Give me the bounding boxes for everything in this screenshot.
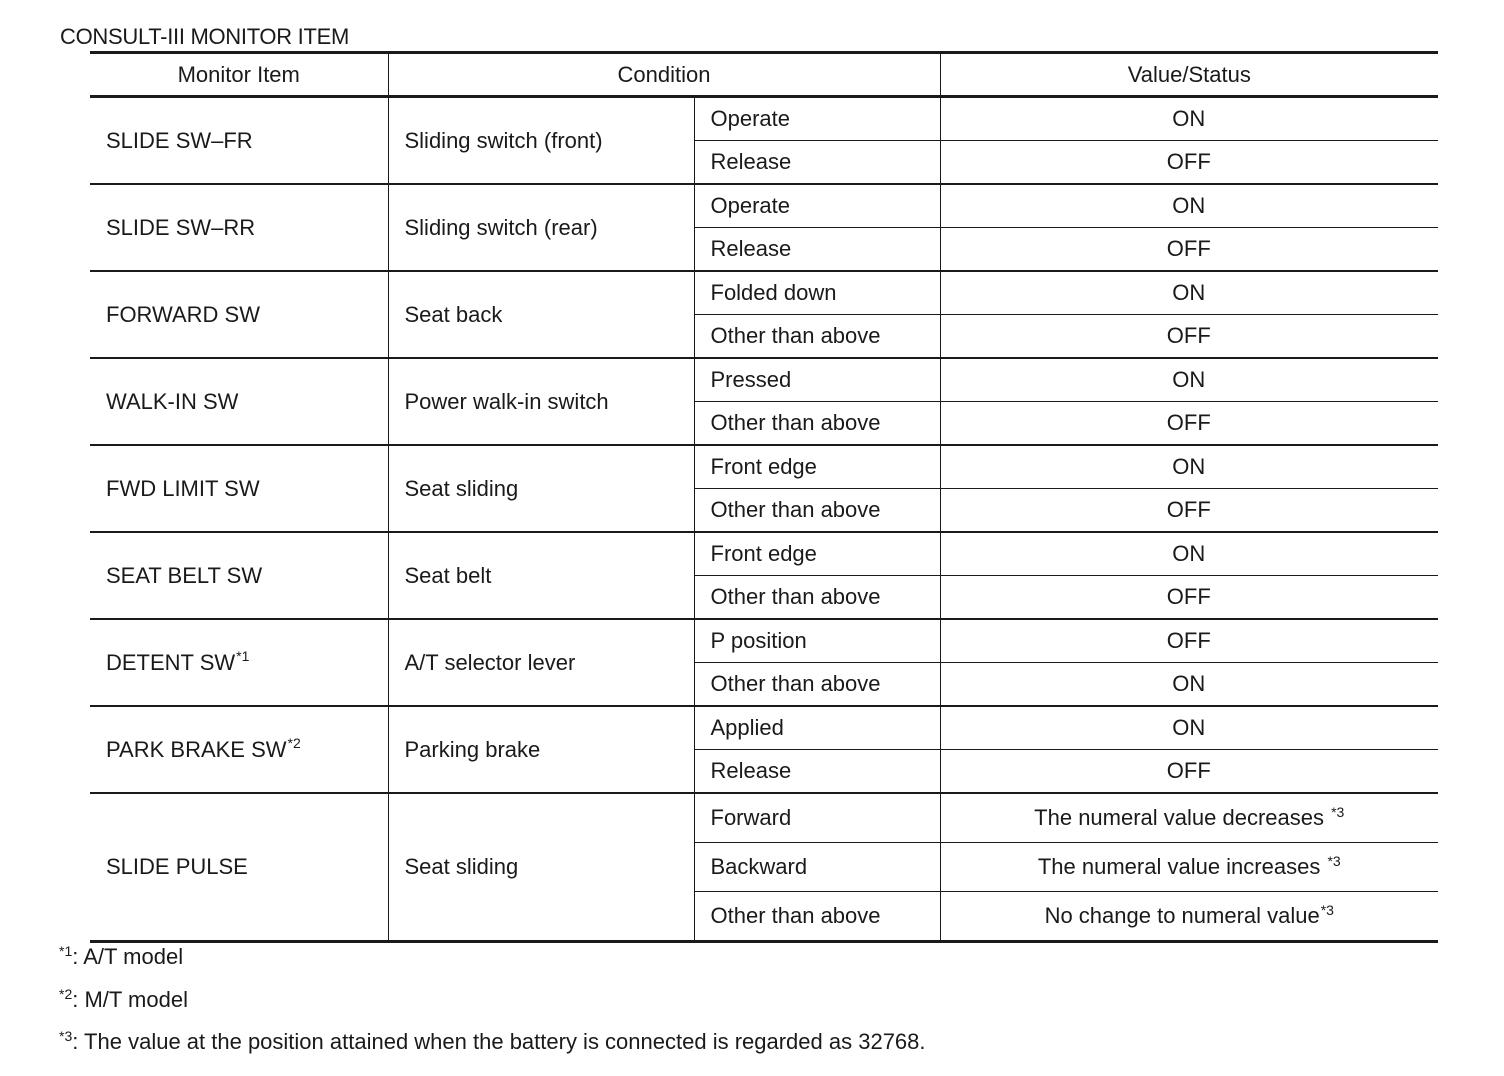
condition-cell: Seat sliding <box>388 445 694 532</box>
sub-condition-cell: Release <box>694 750 940 794</box>
footnote-mark: *3 <box>1331 803 1345 820</box>
value-text: OFF <box>1166 410 1211 435</box>
value-status-cell <box>940 402 1438 446</box>
table-row <box>90 793 1438 843</box>
condition-cell: Parking brake <box>388 706 694 793</box>
document-title: CONSULT-III MONITOR ITEM <box>60 24 349 49</box>
footnote-text: : The value at the position attained when the battery is connected is regarded as 32768. <box>72 1029 926 1054</box>
value-text: OFF <box>1166 497 1211 522</box>
value-text: OFF <box>1166 236 1211 261</box>
sub-condition-cell: Forward <box>694 793 940 843</box>
value-text: The numeral value increases <box>1037 854 1327 879</box>
sub-condition-cell: Front edge <box>694 445 940 489</box>
sub-condition-cell: Operate <box>694 97 940 141</box>
monitor-item-cell <box>90 358 388 445</box>
value-text: OFF <box>1166 628 1211 653</box>
value-status-cell <box>940 619 1438 663</box>
sub-condition-cell: Pressed <box>694 358 940 402</box>
monitor-item-name: SEAT BELT SW <box>106 562 263 588</box>
value-status-cell <box>940 892 1438 942</box>
value-status-cell <box>940 532 1438 576</box>
sub-condition-cell: P position <box>694 619 940 663</box>
value-text: No change to numeral value <box>1044 903 1320 928</box>
footnote-3 <box>58 1029 926 1055</box>
table-row <box>90 184 1438 228</box>
value-text: OFF <box>1166 149 1211 174</box>
footnote-text: : A/T model <box>72 944 184 969</box>
footnote-mark: *3 <box>59 1027 73 1044</box>
value-status-cell <box>940 184 1438 228</box>
monitor-item-cell <box>90 445 388 532</box>
monitor-item-name: DETENT SW <box>106 649 236 675</box>
monitor-item-cell <box>90 184 388 271</box>
footnote-mark: *1 <box>236 648 250 665</box>
value-status-cell <box>940 750 1438 794</box>
sub-condition-cell: Other than above <box>694 576 940 620</box>
footnote-mark: *3 <box>1327 852 1341 869</box>
value-status-cell <box>940 843 1438 892</box>
value-text: ON <box>1172 541 1206 566</box>
value-text: ON <box>1172 193 1206 218</box>
monitor-item-cell <box>90 271 388 358</box>
condition-cell: Seat sliding <box>388 793 694 942</box>
monitor-item-name: WALK-IN SW <box>106 388 239 414</box>
footnote-2 <box>58 987 188 1013</box>
value-status-cell <box>940 141 1438 185</box>
value-text: OFF <box>1166 323 1211 348</box>
condition-cell: A/T selector lever <box>388 619 694 706</box>
header-value-status: Value/Status <box>940 53 1438 97</box>
sub-condition-cell: Other than above <box>694 892 940 942</box>
monitor-item-name: FORWARD SW <box>106 301 260 327</box>
table-row <box>90 619 1438 663</box>
monitor-item-name: SLIDE SW–RR <box>106 214 256 240</box>
footnote-mark: *2 <box>287 735 301 752</box>
monitor-item-cell <box>90 706 388 793</box>
sub-condition-cell: Release <box>694 228 940 272</box>
condition-cell: Sliding switch (rear) <box>388 184 694 271</box>
monitor-item-cell <box>90 532 388 619</box>
value-text: ON <box>1172 715 1206 740</box>
table-row <box>90 445 1438 489</box>
value-status-cell <box>940 358 1438 402</box>
value-status-cell <box>940 271 1438 315</box>
table-row <box>90 97 1438 141</box>
header-monitor-item: Monitor Item <box>90 53 388 97</box>
value-text: ON <box>1172 671 1206 696</box>
value-text: ON <box>1172 367 1206 392</box>
value-status-cell <box>940 663 1438 707</box>
value-text: ON <box>1172 280 1206 305</box>
sub-condition-cell: Other than above <box>694 489 940 533</box>
monitor-item-cell <box>90 619 388 706</box>
value-status-cell <box>940 445 1438 489</box>
value-status-cell <box>940 489 1438 533</box>
value-status-cell <box>940 793 1438 843</box>
value-text: OFF <box>1166 584 1211 609</box>
condition-cell: Seat belt <box>388 532 694 619</box>
header-condition: Condition <box>388 53 940 97</box>
monitor-item-name: SLIDE SW–FR <box>106 127 253 153</box>
condition-cell: Power walk-in switch <box>388 358 694 445</box>
value-status-cell <box>940 315 1438 359</box>
table-row <box>90 706 1438 750</box>
sub-condition-cell: Release <box>694 141 940 185</box>
value-status-cell <box>940 228 1438 272</box>
monitor-item-name: SLIDE PULSE <box>106 854 248 879</box>
value-text: OFF <box>1166 758 1211 783</box>
sub-condition-cell: Operate <box>694 184 940 228</box>
value-text: The numeral value decreases <box>1034 805 1331 830</box>
value-text: ON <box>1172 106 1206 131</box>
sub-condition-cell: Other than above <box>694 663 940 707</box>
value-status-cell <box>940 576 1438 620</box>
footnote-mark: *3 <box>1320 901 1334 918</box>
footnote-mark: *2 <box>59 985 73 1002</box>
sub-condition-cell: Front edge <box>694 532 940 576</box>
value-status-cell <box>940 706 1438 750</box>
footnote-mark: *1 <box>59 942 73 959</box>
condition-cell: Seat back <box>388 271 694 358</box>
monitor-item-cell <box>90 97 388 185</box>
table-row <box>90 358 1438 402</box>
sub-condition-cell: Applied <box>694 706 940 750</box>
value-text: ON <box>1172 454 1206 479</box>
condition-cell: Sliding switch (front) <box>388 97 694 185</box>
value-status-cell <box>940 97 1438 141</box>
monitor-item-name: PARK BRAKE SW <box>106 736 287 762</box>
sub-condition-cell: Folded down <box>694 271 940 315</box>
monitor-item-table <box>90 51 1438 943</box>
sub-condition-cell: Backward <box>694 843 940 892</box>
footnote-1 <box>58 944 183 970</box>
table-row <box>90 532 1438 576</box>
table-row <box>90 271 1438 315</box>
sub-condition-cell: Other than above <box>694 402 940 446</box>
monitor-item-name: FWD LIMIT SW <box>106 475 260 501</box>
monitor-item-cell <box>90 793 388 942</box>
footnote-text: : M/T model <box>72 987 188 1012</box>
sub-condition-cell: Other than above <box>694 315 940 359</box>
table-header-row <box>90 53 1438 97</box>
